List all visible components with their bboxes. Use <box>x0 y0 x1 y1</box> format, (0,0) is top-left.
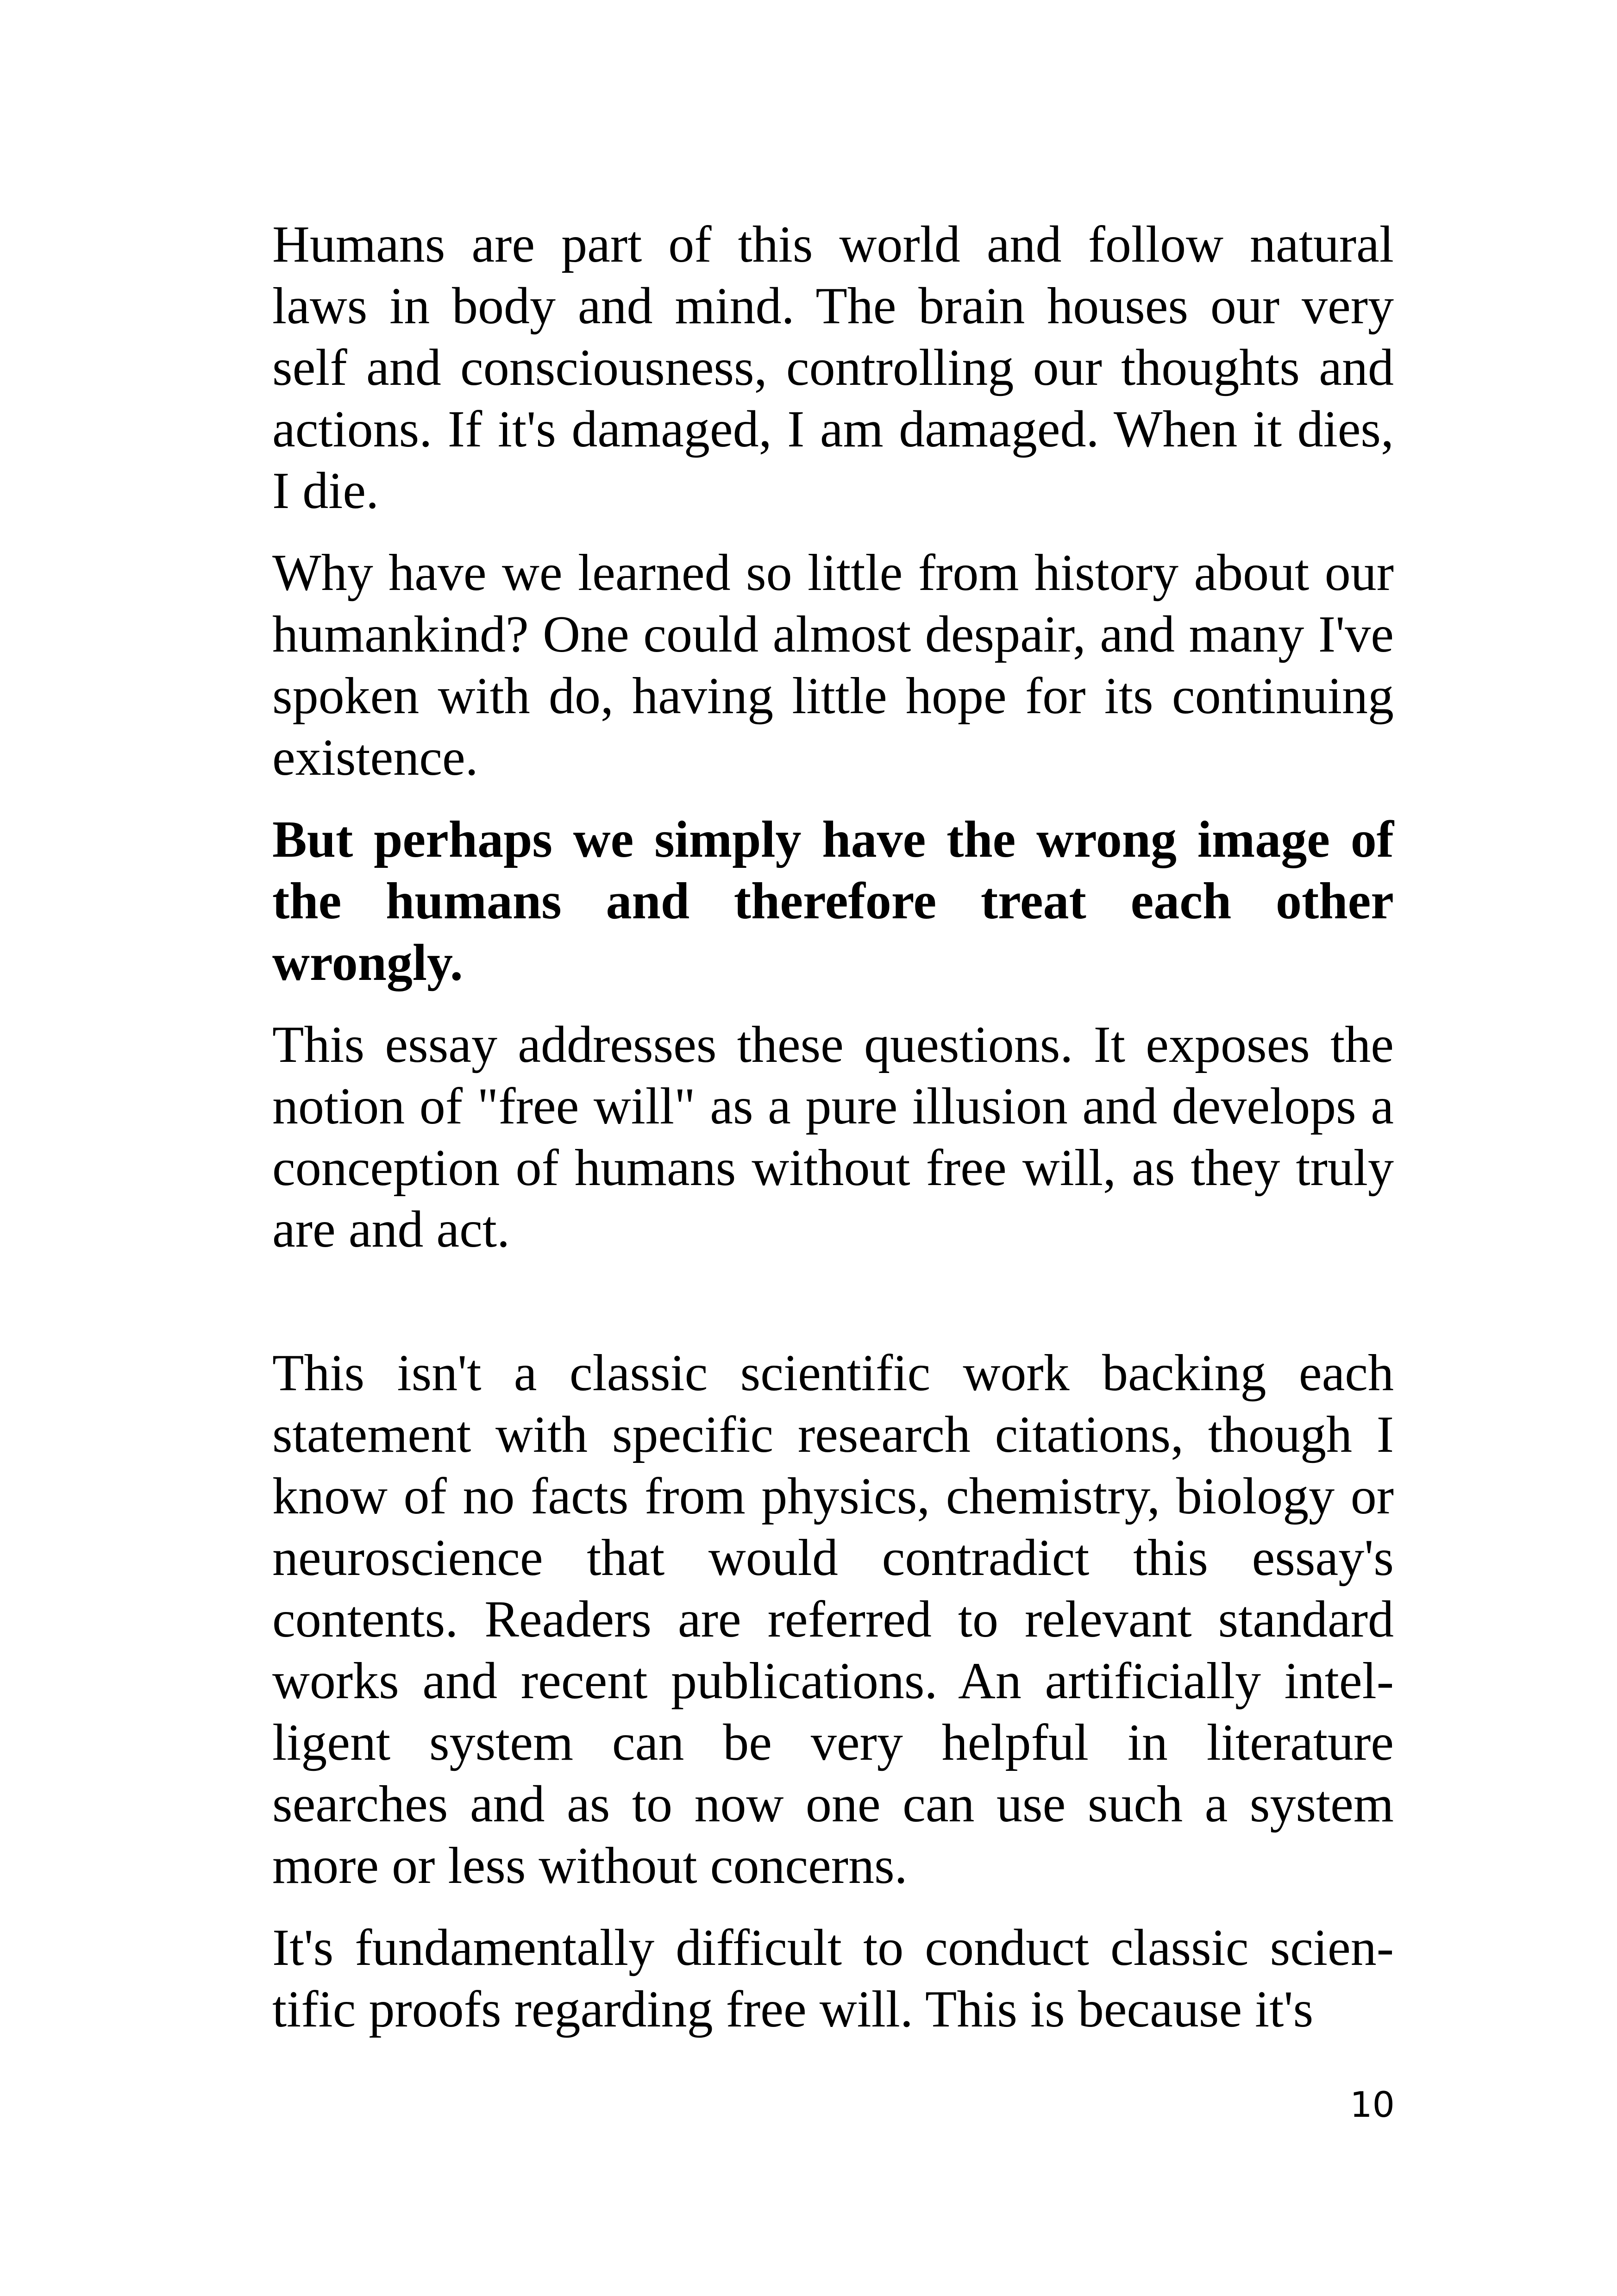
section-spacer <box>272 1281 1394 1342</box>
page-number: 10 <box>1350 2084 1395 2125</box>
paragraph-essay-addresses: This essay addresses these questions. It exposes the notion of "free will" as a pure illusion and develops a conception of humans without free will, as they truly are and act. <box>272 1016 1394 1258</box>
paragraph-humans-natural-laws: Humans are part of this world and follow natural laws in body and mind. The brain houses our very self and consciousness, controlling our thoughts and actions. If it's damaged, I am damaged. When it dies, I die. <box>272 216 1394 520</box>
body-text <box>272 214 1394 2061</box>
paragraph-wrong-image-emphasis: But perhaps we simply have the wrong image of the humans and therefore treat each other wrongly. <box>272 811 1394 991</box>
paragraph-not-scientific-work: This isn't a classic scientific work backing each statement with specific research citations, though I know of no facts from physics, chemistry, biology or neuroscience that would contradict this essay's contents. Readers are referred to relevant standard works and recent publications. An artificially intelligent system can be very helpful in literature searches and as to now one can use such a system more or less without concerns. <box>272 1344 1394 1895</box>
paragraph-difficult-proofs: It's fundamentally difficult to conduct classic scientific proofs regarding free will. This is because it's <box>272 1919 1394 2038</box>
paragraph-learned-from-history: Why have we learned so little from history about our humankind? One could almost despair, and many I've spoken with do, having little hope for its continuing existence. <box>272 544 1394 786</box>
